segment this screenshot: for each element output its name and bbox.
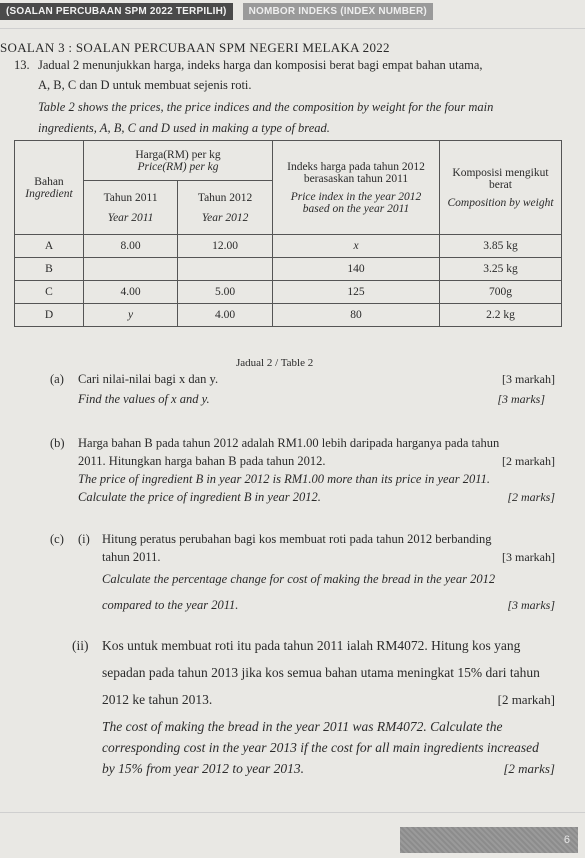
question-number: 13. — [14, 58, 30, 72]
part-c2-en-line3: by 15% from year 2012 to year 2013. — [102, 761, 304, 776]
section-title: SOALAN 3 : SOALAN PERCUBAAN SPM NEGERI MELAKA 2022 — [0, 40, 390, 55]
footer-divider — [0, 812, 585, 813]
part-c2-en-line1: The cost of making the bread in the year 2011 was RM4072. Calculate the — [102, 719, 503, 734]
table-row: C 4.00 5.00 125 700g — [15, 281, 562, 304]
table-caption: Jadual 2 / Table 2 — [236, 357, 314, 369]
part-b-en-line2: Calculate the price of ingredient B in year 2012. — [78, 490, 321, 504]
page-number: 6 — [563, 834, 570, 846]
part-c2-marks-ms: [2 markah] — [497, 692, 555, 707]
part-a-label: (a) — [50, 372, 64, 386]
part-a-marks-ms: [3 markah] — [502, 372, 555, 386]
part-c1-en-line1: Calculate the percentage change for cost of making the bread in the year 2012 — [102, 572, 496, 586]
part-c1-ms-line1: Hitung peratus perubahan bagi kos membuat roti pada tahun 2012 berbanding — [102, 532, 492, 546]
part-c2-label: (ii) — [72, 638, 89, 653]
part-c2-ms-line1: Kos untuk membuat roti itu pada tahun 2011 ialah RM4072. Hitung kos yang — [102, 638, 521, 653]
part-c1-en-line2: compared to the year 2011. — [102, 598, 239, 612]
part-b-marks-ms: [2 markah] — [502, 454, 555, 468]
table-row: A 8.00 12.00 x 3.85 kg — [15, 235, 562, 258]
header-bar — [0, 0, 585, 22]
part-a-marks-en: [3 marks] — [497, 392, 545, 406]
table-row: B 140 3.25 kg — [15, 258, 562, 281]
header-year-2012: Tahun 2012 Year 2012 — [178, 181, 273, 235]
part-a-en: Find the values of x and y. — [78, 392, 210, 406]
part-b-en-line1: The price of ingredient B in year 2012 is RM1.00 more than its price in year 2011. — [78, 472, 490, 486]
topic-badge: NOMBOR INDEKS (INDEX NUMBER) — [243, 3, 433, 20]
data-table — [14, 140, 562, 327]
header-divider — [0, 28, 585, 29]
header-price: Harga(RM) per kg Price(RM) per kg — [84, 141, 273, 181]
part-c1-marks-ms: [3 markah] — [502, 550, 555, 564]
part-c2-marks-en: [2 marks] — [503, 761, 555, 776]
part-c2-ms-line3: 2012 ke tahun 2013. — [102, 692, 213, 707]
table-row: D y 4.00 80 2.2 kg — [15, 304, 562, 327]
part-c2-ms-line2: sepadan pada tahun 2013 jika kos semua bahan utama meningkat 15% dari tahun — [102, 665, 540, 680]
header-composition: Komposisi mengikut berat Composition by weight — [440, 141, 562, 235]
part-c1-label: (i) — [78, 532, 90, 546]
intro-ms-line1: Jadual 2 menunjukkan harga, indeks harga dan komposisi berat bagi empat bahan utama, — [38, 58, 483, 72]
part-b-ms-line1: Harga bahan B pada tahun 2012 adalah RM1.00 lebih daripada harganya pada tahun — [78, 436, 500, 450]
part-c2-en-line2: corresponding cost in the year 2013 if the cost for all main ingredients increased — [102, 740, 539, 755]
header-ingredient: Bahan Ingredient — [15, 141, 84, 235]
part-c1-ms-line2: tahun 2011. — [102, 550, 161, 564]
part-c-label: (c) — [50, 532, 64, 546]
part-b-ms-line2: 2011. Hitungkan harga bahan B pada tahun 2012. — [78, 454, 326, 468]
page-number-box — [400, 827, 578, 853]
collection-badge: (SOALAN PERCUBAAN SPM 2022 TERPILIH) — [0, 3, 233, 20]
part-a-ms: Cari nilai-nilai bagi x dan y. — [78, 372, 219, 386]
header-price-index: Indeks harga pada tahun 2012 berasaskan tahun 2011 Price index in the year 2012 based on the year 2011 — [273, 141, 440, 235]
intro-ms-line2: A, B, C dan D untuk membuat sejenis roti. — [38, 78, 252, 92]
part-b-label: (b) — [50, 436, 65, 450]
intro-en-line2: ingredients, A, B, C and D used in making a type of bread. — [38, 121, 330, 135]
part-c1-marks-en: [3 marks] — [507, 598, 555, 612]
part-b-marks-en: [2 marks] — [507, 490, 555, 504]
intro-en-line1: Table 2 shows the prices, the price indices and the composition by weight for the four main — [38, 100, 494, 114]
header-year-2011: Tahun 2011 Year 2011 — [84, 181, 178, 235]
